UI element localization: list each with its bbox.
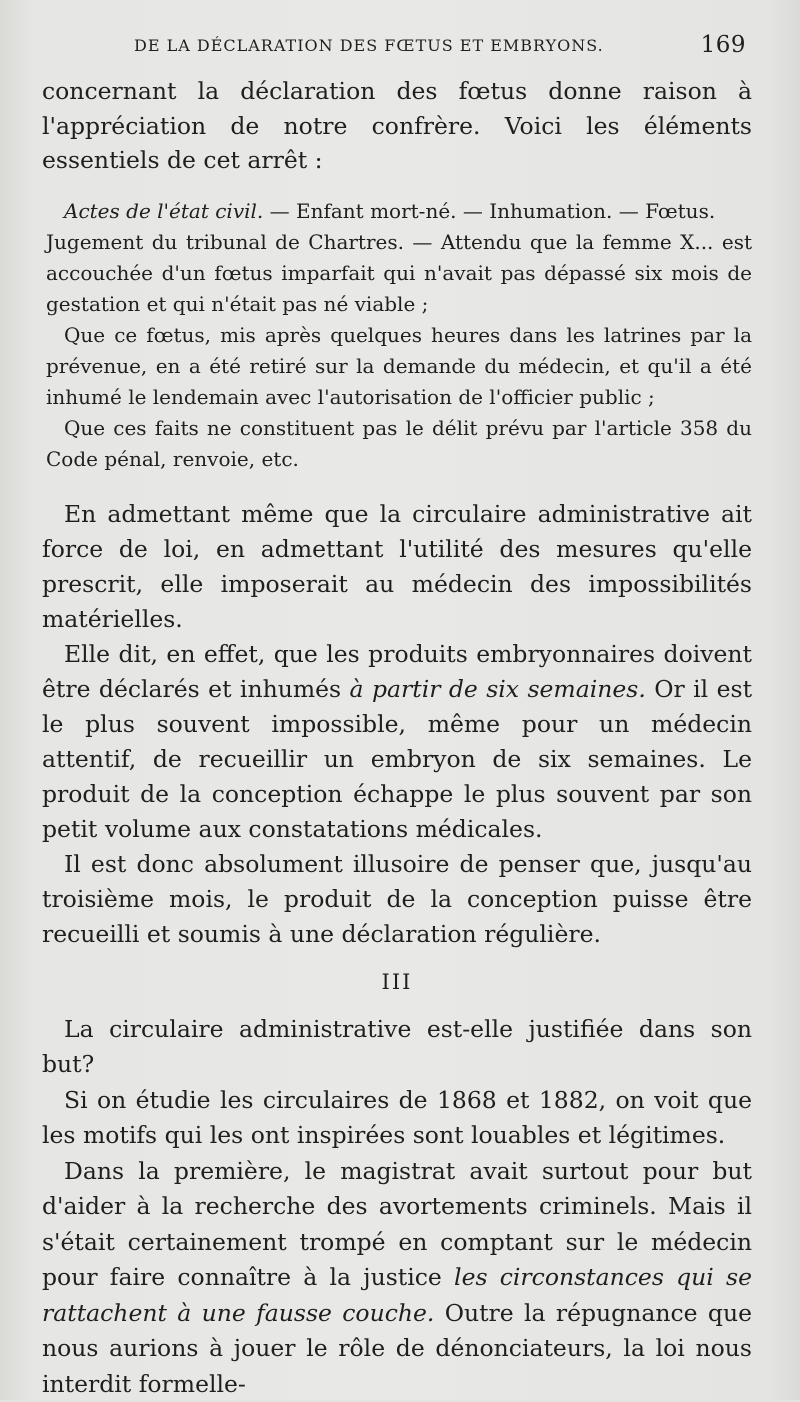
body-paragraph-1: En admettant même que la circulaire administrative ait force de loi, en admettant l'utilité des mesures qu'elle prescrit, elle imposerait au médecin des impossibilités matérielles.	[42, 497, 752, 637]
section-paragraph-1: La circulaire administrative est-elle justifiée dans son but?	[42, 1012, 752, 1083]
body-paragraph-3: Il est donc absolument illusoire de penser que, jusqu'au troisième mois, le produit de la conception puisse être recueilli et soumis à une déclaration régulière.	[42, 847, 752, 952]
quoted-judgment	[42, 196, 752, 475]
page-number: 169	[701, 32, 746, 58]
quote-heading	[46, 196, 752, 227]
page-header	[42, 32, 752, 64]
section-paragraph-2: Si on étudie les circulaires de 1868 et 1882, on voit que les motifs qui les ont inspirées sont louables et légitimes.	[42, 1083, 752, 1154]
section-three	[42, 1012, 752, 1402]
quote-paragraph-1: Jugement du tribunal de Chartres. — Attendu que la femme X... est accouchée d'un fœtus imparfait qui n'avait pas dépassé six mois de gestation et qui n'était pas né viable ;	[46, 227, 752, 320]
body-p2-italic: à partir de six semaines.	[350, 675, 646, 703]
quote-paragraph-3: Que ces faits ne constituent pas le délit prévu par l'article 358 du Code pénal, renvoie, etc.	[46, 413, 752, 475]
body-paragraph-2	[42, 637, 752, 847]
running-title: DE LA DÉCLARATION DES FŒTUS ET EMBRYONS.	[134, 36, 604, 55]
quote-heading-italic: Actes de l'état civil.	[64, 199, 263, 223]
section-paragraph-3	[42, 1154, 752, 1402]
intro-paragraph: concernant la déclaration des fœtus donne raison à l'appréciation de notre confrère. Voici les éléments essentiels de cet arrêt :	[42, 74, 752, 178]
body-section	[42, 497, 752, 952]
body-p2-before: Elle dit, en effet, que les produits embryonnaires doivent être déclarés et inhumés	[42, 640, 752, 703]
section-p3-after: Outre la répugnance que nous aurions à jouer le rôle de dénonciateurs, la loi nous interdit formelle-	[42, 1299, 752, 1398]
section-p3-before: Dans la première, le magistrat avait surtout pour but d'aider à la recherche des avortements criminels. Mais il s'était certainement trompé en comptant sur le médecin pour faire connaître à la justice	[42, 1157, 752, 1292]
section-p3-italic: les circonstances qui se rattachent à une fausse couche.	[42, 1263, 752, 1327]
section-number: III	[42, 970, 752, 994]
quote-paragraph-2: Que ce fœtus, mis après quelques heures dans les latrines par la prévenue, en a été retiré sur la demande du médecin, et qu'il a été inhumé le lendemain avec l'autorisation de l'officier public ;	[46, 320, 752, 413]
quote-heading-rest: — Enfant mort-né. — Inhumation. — Fœtus.	[263, 199, 715, 223]
body-p2-after: Or il est le plus souvent impossible, même pour un médecin attentif, de recueillir un embryon de six semaines. Le produit de la conception échappe le plus souvent par son petit volume aux constatations médicales.	[42, 675, 752, 843]
